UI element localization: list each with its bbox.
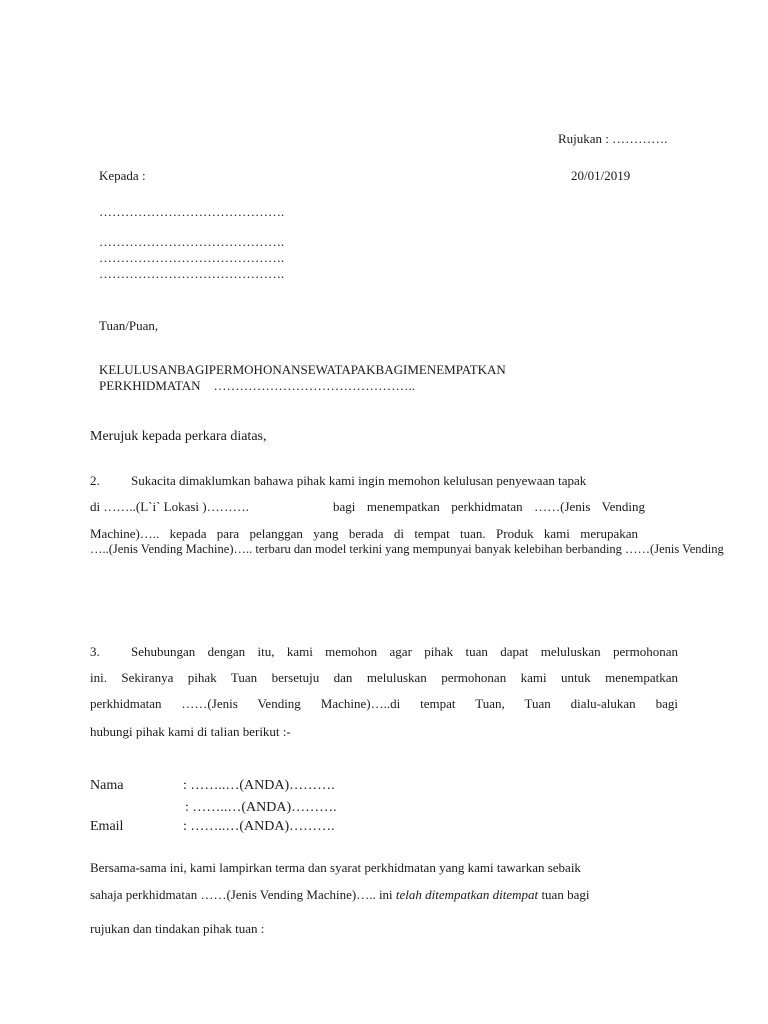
subject-line-1: KELULUSANBAGIPERMOHONANSEWATAPAKBAGIMENEMPATKAN — [99, 362, 506, 377]
letter-date: 20/01/2019 — [571, 168, 631, 183]
address-line-2: ……………………………………. — [99, 234, 285, 249]
para2-line-1: Sukacita dimaklumkan bahawa pihak kami ingin memohon kelulusan penyewaan tapak — [131, 473, 587, 488]
para3-line-4: hubungi pihak kami di talian berikut :- — [90, 724, 291, 739]
closing-line-1: Bersama-sama ini, kami lampirkan terma dan syarat perkhidmatan yang kami tawarkan sebaik — [90, 860, 581, 875]
para3-number: 3. — [90, 644, 100, 659]
contact-name-value: : ……..…(ANDA)………. — [183, 778, 335, 793]
address-line-4: ……………………………………. — [99, 266, 285, 281]
para2-line-2-left: di ……..(L`i` Lokasi )………. — [90, 499, 249, 514]
address-line-3: ……………………………………. — [99, 250, 285, 265]
contact-name-label: Nama — [90, 778, 124, 793]
contact-email-value: : ……..…(ANDA)………. — [183, 819, 335, 834]
intro-text: Merujuk kepada perkara diatas, — [90, 429, 267, 444]
closing-line-2 — [90, 887, 589, 903]
para3-line-1: Sehubungan dengan itu, kami memohon agar pihak tuan dapat meluluskan permohonan — [131, 644, 678, 659]
closing-line-3: rujukan dan tindakan pihak tuan : — [90, 921, 265, 936]
closing-line-2-italic: telah ditempatkan ditempat — [395, 887, 539, 902]
address-line-1: ……………………………………. — [99, 204, 285, 219]
contact-phone-value: : ……..…(ANDA)………. — [185, 800, 337, 815]
para2-line-4: …..(Jenis Vending Machine)….. terbaru dan model terkini yang mempunyai banyak kelebihan berbanding ……(Jenis Vending — [90, 542, 724, 556]
para2-number: 2. — [90, 473, 100, 488]
reference-number: Rujukan : …………. — [558, 131, 668, 146]
closing-line-2-end: tuan bagi — [538, 887, 590, 902]
closing-line-2-start: sahaja perkhidmatan ……(Jenis Vending Machine)….. ini — [90, 887, 396, 902]
recipient-label: Kepada : — [99, 168, 146, 183]
para2-line-2-right: bagi menempatkan perkhidmatan ……(Jenis Vending — [333, 499, 645, 514]
para3-line-3: perkhidmatan ……(Jenis Vending Machine)…..di tempat Tuan, Tuan dialu-alukan bagi — [90, 696, 678, 711]
salutation: Tuan/Puan, — [99, 318, 159, 333]
para3-line-2: ini. Sekiranya pihak Tuan bersetuju dan meluluskan permohonan kami untuk menempatkan — [90, 670, 678, 685]
subject-line-2: PERKHIDMATAN ……………………………………….. — [99, 378, 416, 393]
contact-email-label: Email — [90, 819, 124, 834]
para2-line-3: Machine)….. kepada para pelanggan yang berada di tempat tuan. Produk kami merupakan — [90, 526, 638, 541]
